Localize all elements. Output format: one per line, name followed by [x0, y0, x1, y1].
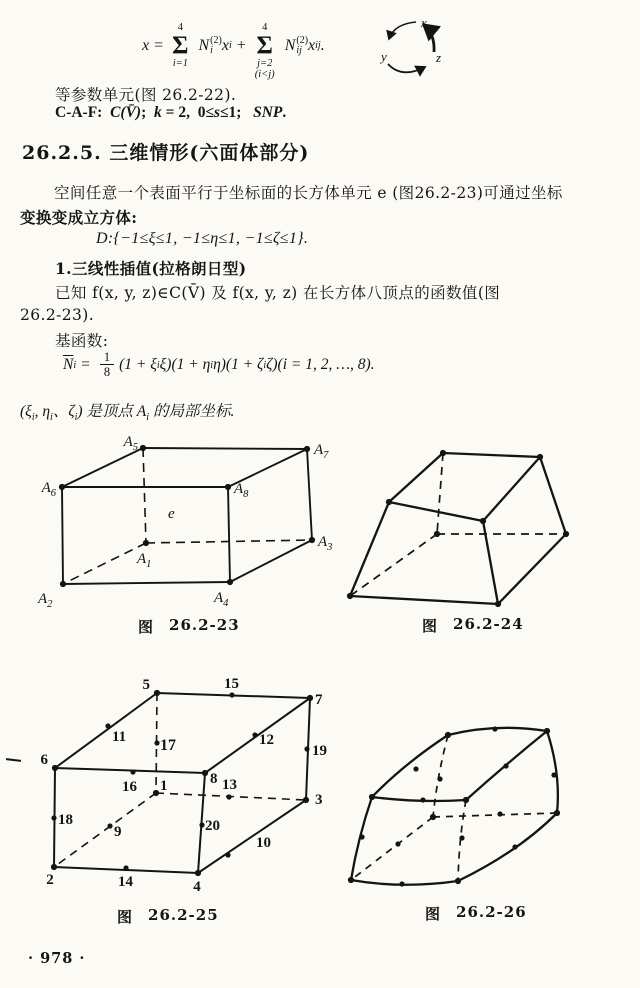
node-labels [41, 676, 328, 895]
term2-scripts: (2) ij [296, 34, 309, 56]
solid-edges [351, 728, 558, 885]
node-label-20: 20 [205, 818, 220, 834]
xyz-cycle-diagram [378, 14, 452, 84]
node-label-4: 4 [193, 879, 201, 895]
paragraph-known-line1: 已知 f(x, y, z)∈C(V̄) 及 f(x, y, z) 在长方体八顶点的函数值(图 [55, 284, 501, 302]
vertex-label-A5: $A_5$ [123, 434, 138, 453]
vertex-label-A6: $A_6$ [41, 480, 56, 499]
interpolation-formula: x = 4 Σ i=1 N (2) i x i + 4 Σ j=2 (i<j) N (2) ij x ij . [142, 22, 325, 80]
node-label-5: 5 [142, 677, 150, 693]
cycle-label-z: z [436, 50, 442, 65]
vertex-label-A8: $A_8$ [234, 481, 249, 500]
figure-25-caption: 图 26.2-25 [117, 906, 219, 926]
node-label-19: 19 [312, 743, 327, 759]
hidden-edges [351, 735, 557, 881]
section-heading: 26.2.5. 三维情形(六面体部分) [22, 142, 310, 164]
cycle-label-x: x [421, 15, 427, 30]
term2-base: N [284, 36, 296, 54]
figure-26-2-25-20-node-box [20, 655, 365, 903]
node-label-17: 17 [160, 737, 176, 754]
summation-2: 4 Σ j=2 (i<j) [254, 22, 275, 80]
paragraph-known-line2: 26.2-23). [20, 306, 95, 324]
node-label-16: 16 [122, 779, 137, 795]
formula-lhs: x [142, 36, 150, 54]
midside-dots [359, 726, 556, 886]
summation-1: 4 Σ i=1 [172, 22, 189, 69]
basis-function-label: 基函数: [55, 332, 109, 350]
node-label-2: 2 [46, 872, 54, 888]
arrow-x-to-y [389, 22, 416, 39]
cycle-label-y: y [381, 49, 387, 64]
sigma-symbol: Σ [256, 32, 273, 59]
vertex-dots [347, 450, 569, 607]
node-label-10: 10 [256, 835, 271, 851]
caf-classification-line: C-A-F: C(V̄); k = 2, 0≤s≤1; SNP. [55, 104, 287, 121]
figure-24-caption: 图 26.2-24 [422, 615, 524, 635]
vertex-label-A2: $A_2$ [38, 591, 53, 610]
node-label-15: 15 [224, 676, 239, 692]
node-label-8: 8 [210, 771, 218, 787]
one-eighth-fraction: $\frac{1}{8}$ [100, 350, 114, 380]
trilinear-subheading: 1.三线性插值(拉格朗日型) [55, 259, 247, 278]
corner-dots [51, 690, 313, 876]
vertex-label-A7: $A_7$ [314, 442, 329, 461]
vertex-label-A1: $A_1$ [137, 551, 152, 570]
figure-26-2-26-curved-hexahedron [330, 688, 640, 898]
nbar: $\overline{N}$ [63, 356, 74, 373]
node-label-18: 18 [58, 812, 73, 828]
scan-artifact-dash [6, 758, 21, 762]
node-label-9: 9 [114, 824, 122, 840]
node-label-1: 1 [160, 778, 168, 794]
figure-26-caption: 图 26.2-26 [425, 903, 527, 923]
node-label-14: 14 [118, 874, 133, 890]
figure-26-2-23-box [20, 425, 348, 620]
arrow-y-to-z [388, 64, 425, 72]
node-label-7: 7 [315, 692, 323, 708]
paragraph-box-line1: 空间任意一个表面平行于坐标面的长方体单元 e (图26.2-23)可通过坐标 [54, 184, 563, 202]
vertex-dots [59, 445, 315, 587]
node-label-3: 3 [315, 792, 323, 808]
local-coords-note: ($\xi_i$, $\eta_i$、$\zeta_i$) 是顶点 $A_i$ 的局部坐标. [20, 403, 235, 423]
vertex-dots [348, 728, 560, 884]
paragraph-box-line2: 变换变成立方体: [20, 208, 138, 227]
equals-sign: = [154, 36, 164, 54]
isoparametric-line: 等参数单元(图 26.2-22). [55, 86, 237, 104]
figure-26-2-24-hexahedron [340, 425, 640, 615]
solid-edges [62, 448, 312, 584]
figure-23-caption: 图 26.2-23 [138, 616, 240, 636]
term1-var: x [221, 36, 229, 54]
hidden-edges [350, 453, 566, 596]
basis-function-formula: $\overline{N}$ i = $\frac{1}{8}$ (1 + ξ i ξ)(1 + η i η)(1 + ζ i ζ) (i = 1, 2, …, 8). [63, 350, 375, 379]
node-label-6: 6 [40, 752, 48, 768]
plus-sign: + [236, 36, 246, 54]
solid-edges [54, 693, 310, 873]
solid-edges [350, 453, 566, 604]
term1-scripts: (2) i [210, 34, 222, 56]
node-label-12: 12 [259, 732, 274, 748]
element-label-e: e [168, 506, 175, 522]
sigma-symbol: Σ [172, 32, 189, 59]
page-number: · 978 · [28, 950, 86, 967]
node-label-13: 13 [222, 777, 237, 793]
node-label-11: 11 [112, 729, 127, 745]
term2-var: x [308, 36, 316, 54]
vertex-label-A3: $A_3$ [318, 534, 333, 553]
domain-formula: D:{−1≤ξ≤1, −1≤η≤1, −1≤ζ≤1}. [96, 230, 309, 247]
vertex-label-A4: $A_4$ [214, 590, 229, 609]
term1-base: N [198, 36, 210, 54]
